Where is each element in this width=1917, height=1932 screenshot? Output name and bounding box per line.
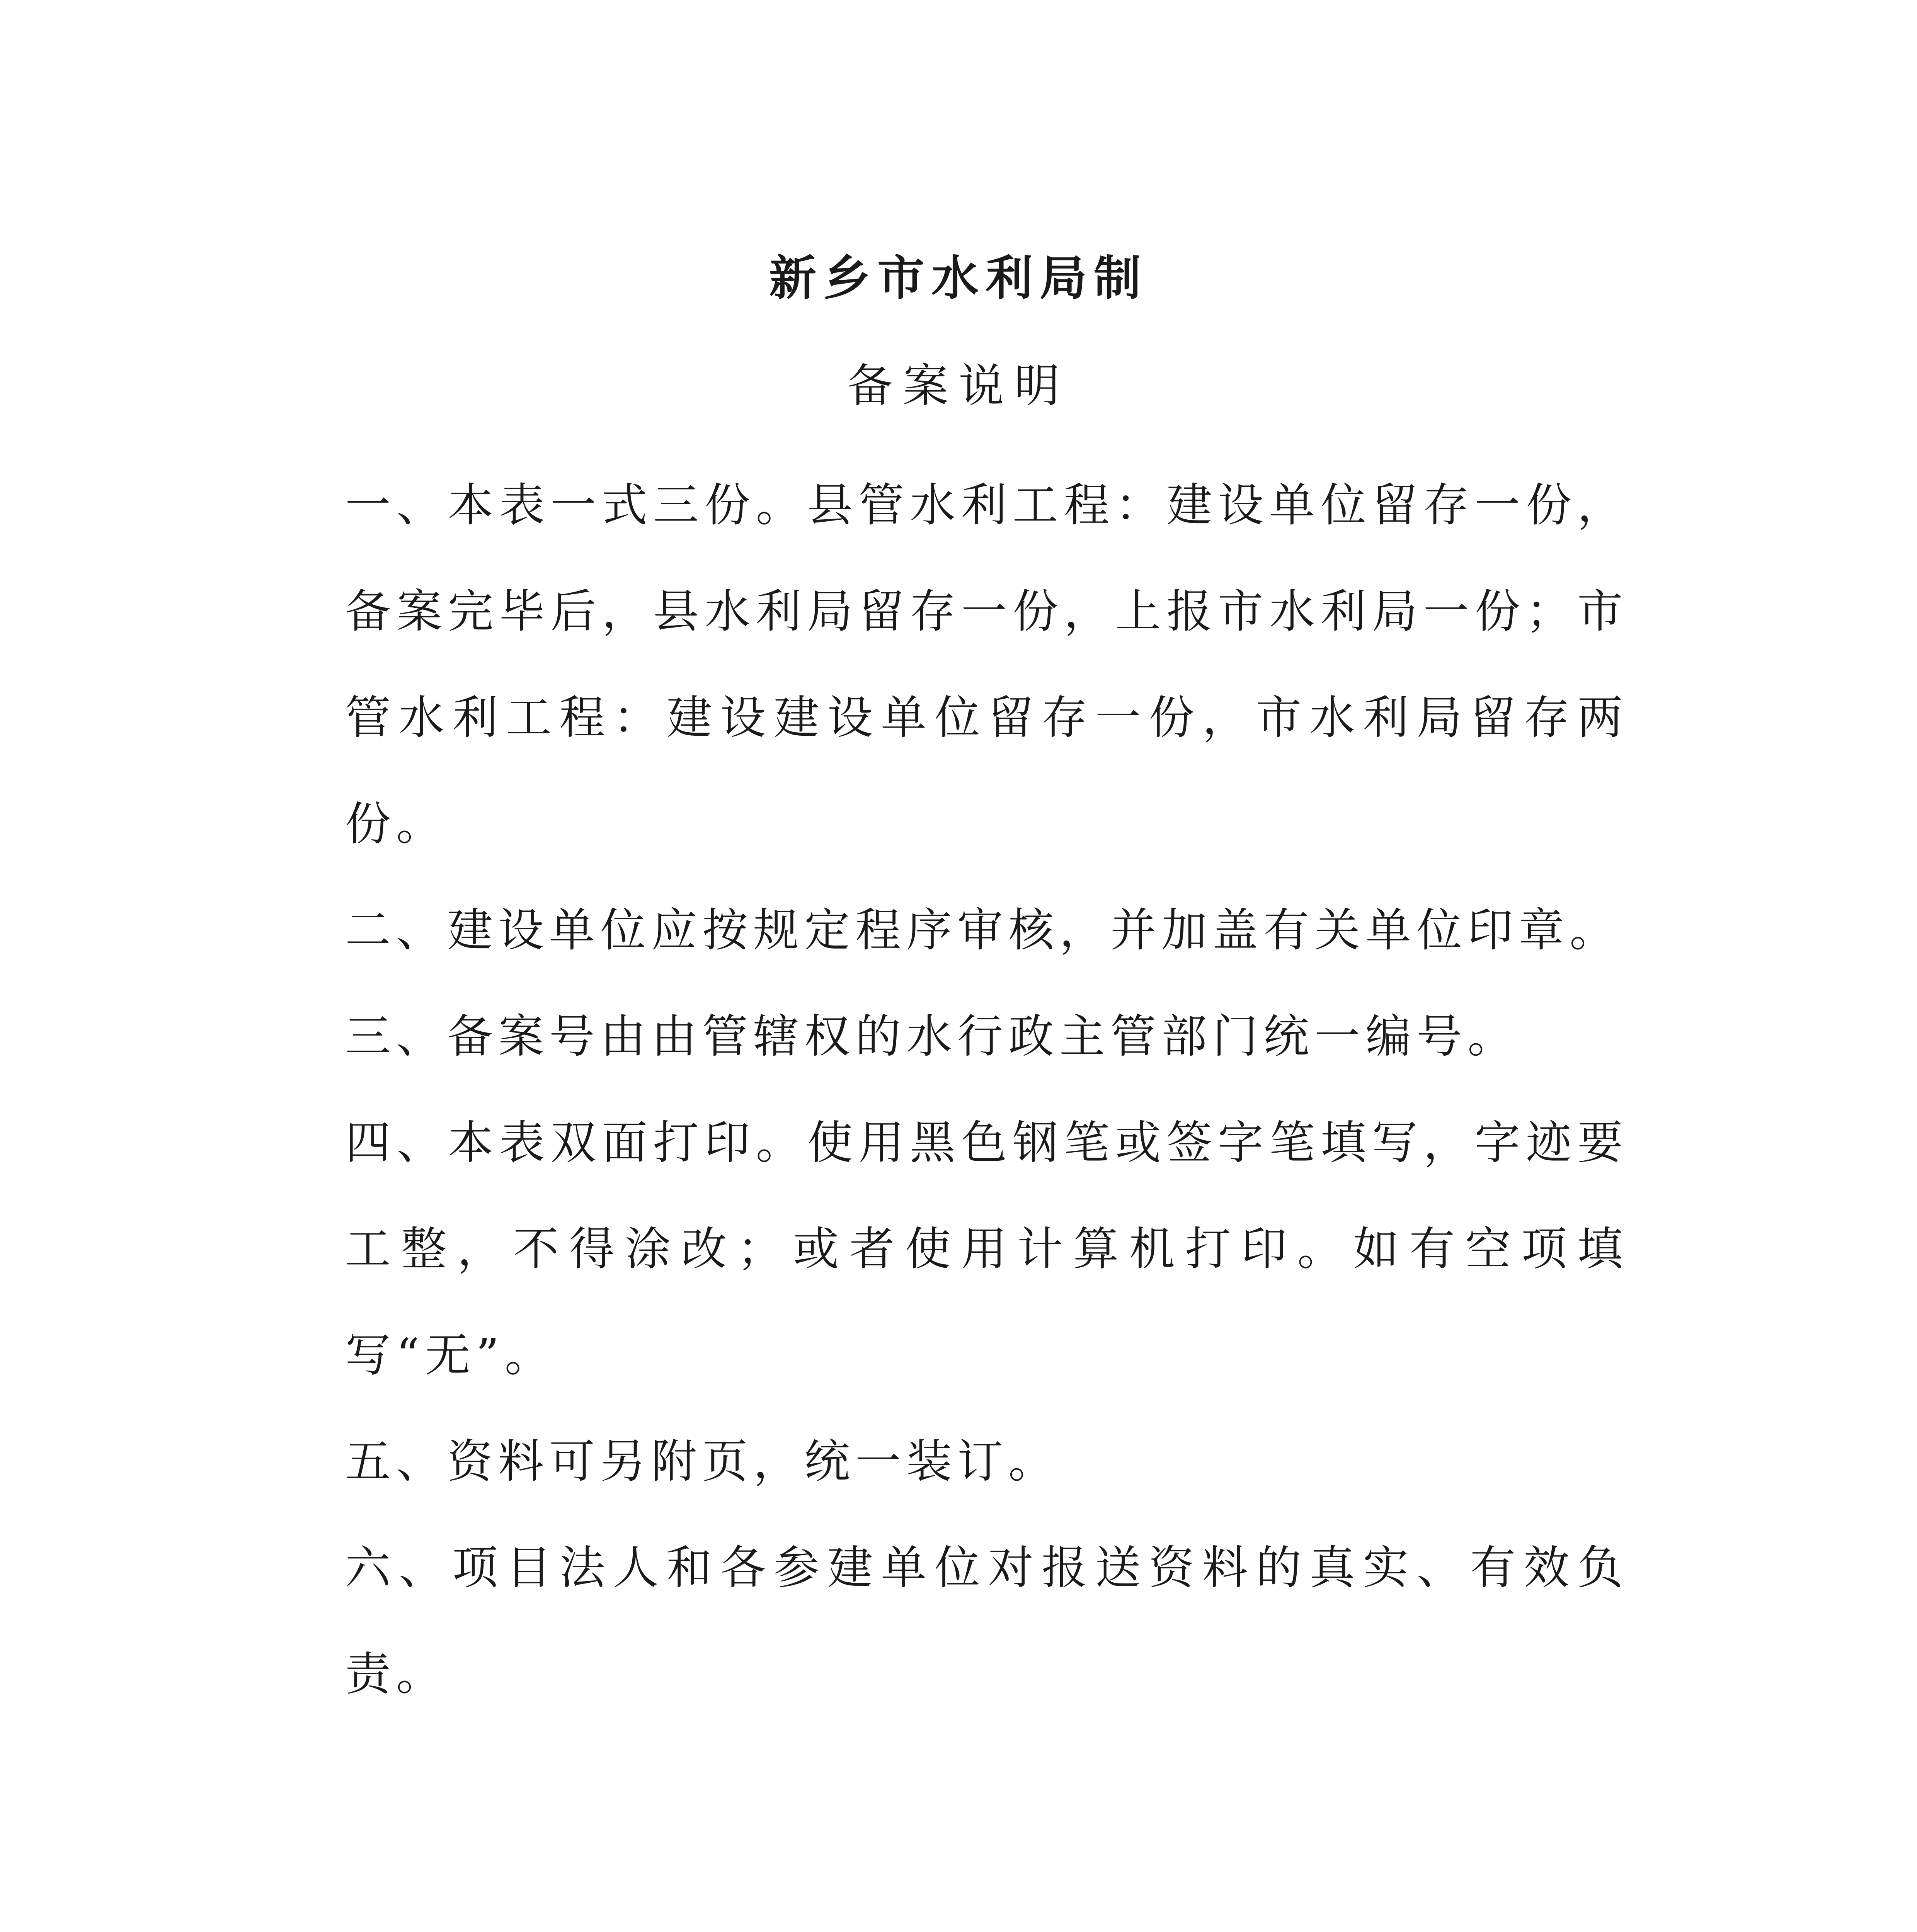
document-title: 备案说明 (847, 359, 1070, 412)
note-item-2: 二、建设单位应按规定程序审核，并加盖有关单位印章。 (345, 903, 1621, 957)
note-item-4: 四、本表双面打印。使用黑色钢笔或签字笔填写，字迹要工整，不得涂改；或者使用计算机打印。如有空项填写“无”。 (345, 1116, 1628, 1382)
issuer-line: 新乡市水利局制 (769, 251, 1148, 306)
note-item-5: 五、资料可另附页，统一装订。 (345, 1435, 1060, 1488)
note-item-1: 一、本表一式三份。县管水利工程：建设单位留存一份，备案完毕后，县水利局留存一份，上报市水利局一份；市管水利工程：建设建设单位留存一份，市水利局留存两份。 (345, 478, 1628, 850)
note-item-3: 三、备案号由由管辖权的水行政主管部门统一编号。 (345, 1010, 1519, 1063)
notes-list (345, 452, 1628, 1727)
note-item-6: 六、项目法人和各参建单位对报送资料的真实、有效负责。 (345, 1541, 1628, 1701)
